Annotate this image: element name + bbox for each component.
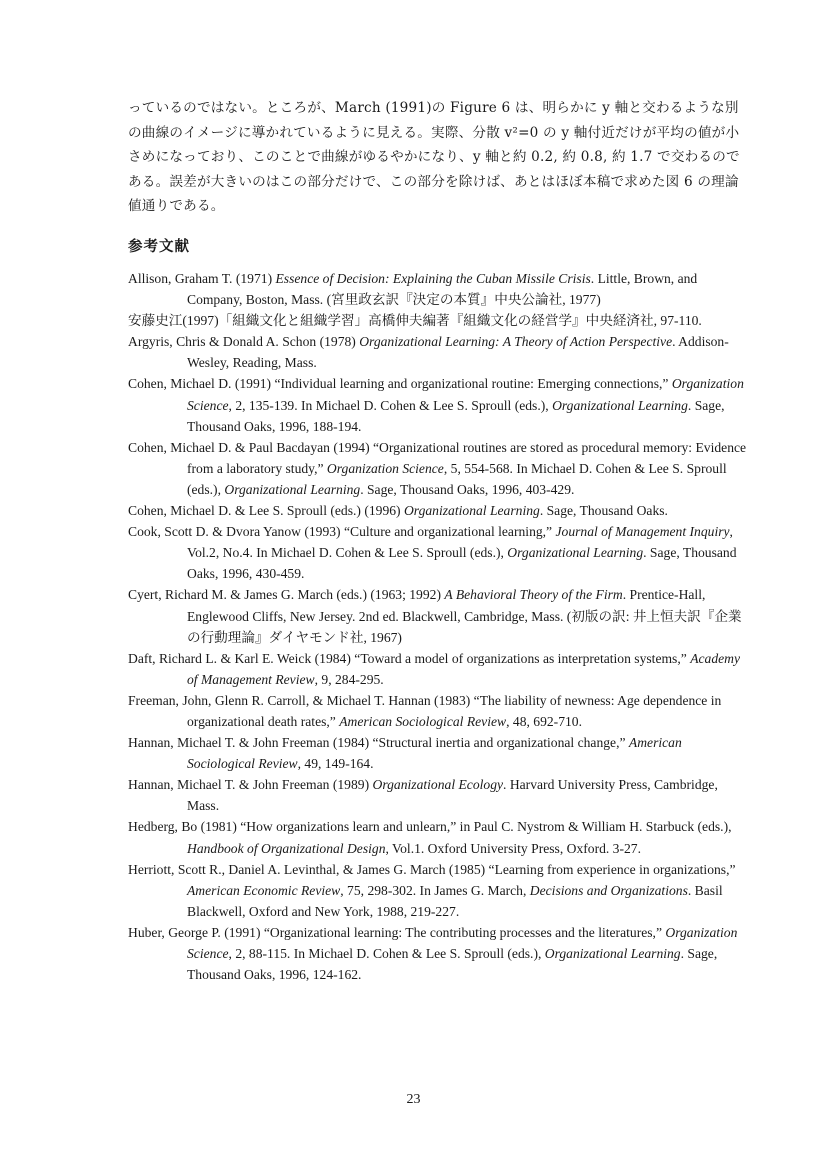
reference-item: Cohen, Michael D. & Lee S. Sproull (eds.) (1996) Organizational Learning. Sage, Thousand Oaks.: [128, 503, 668, 519]
reference-item: Hannan, Michael T. & John Freeman (1984) “Structural inertia and organizational change,” American Sociological Review, 49, 149-164.: [128, 735, 682, 772]
references-heading: 参考文献: [128, 239, 190, 255]
reference-item: 安藤史江(1997)「組織文化と組織学習」高橋伸夫編著『組織文化の経営学』中央経済社, 97-110.: [128, 313, 702, 329]
reference-item: Argyris, Chris & Donald A. Schon (1978) Organizational Learning: A Theory of Action Perspective. Addison-Wesley, Reading, Mass.: [128, 334, 729, 371]
reference-item: Cohen, Michael D. (1991) “Individual learning and organizational routine: Emerging connections,” Organization Science, 2, 135-139. In Michael D. Cohen & Lee S. Sproull (eds.), Organizational Learning. Sage, Thousand Oaks, 1996, 188-194.: [128, 376, 744, 434]
reference-item: Allison, Graham T. (1971) Essence of Decision: Explaining the Cuban Missile Crisis. Little, Brown, and Company, Boston, Mass. (宮里政玄訳『決定の本質』中央公論社, 1977): [128, 271, 698, 308]
reference-item: Cook, Scott D. & Dvora Yanow (1993) “Culture and organizational learning,” Journal of Management Inquiry, Vol.2, No.4. In Michael D. Cohen & Lee S. Sproull (eds.), Organizational Learning. Sage, Thousand Oaks, 1996, 430-459.: [128, 524, 737, 582]
intro-paragraph: [128, 96, 742, 219]
reference-item: Cohen, Michael D. & Paul Bacdayan (1994) “Organizational routines are stored as procedural memory: Evidence from a laboratory study,” Organization Science, 5, 554-568. In Michael D. Cohen & Lee S. Sproull (eds.), Organizational Learning. Sage, Thousand Oaks, 1996, 403-429.: [128, 439, 747, 497]
reference-item: Hannan, Michael T. & John Freeman (1989) Organizational Ecology. Harvard University Press, Cambridge, Mass.: [128, 777, 718, 814]
reference-item: Freeman, John, Glenn R. Carroll, & Michael T. Hannan (1983) “The liability of newness: Age dependence in organizational death rates,” American Sociological Review, 48, 692-710.: [128, 692, 722, 729]
page-number: 23: [406, 1092, 421, 1107]
intro-text: っているのではない。ところが、March (1991)の Figure 6 は、明らかに y 軸と交わるような別の曲線のイメージに導かれているように見える。実際、分散 v²=0 の y 軸付近だけが平均の値が小さめになっており、このことで曲線がゆるやかになり、y 軸と約 0.2, 約 0.8, 約 1.7 で交わるのである。誤差が大きいのはこの部分だけで、この部分を除けば、あとはほぼ本稿で求めた図 6 の理論値通りである。: [128, 100, 740, 215]
reference-list: [128, 268, 748, 985]
reference-item: Daft, Richard L. & Karl E. Weick (1984) “Toward a model of organizations as interpretation systems,” Academy of Management Review, 9, 284-295.: [128, 650, 741, 687]
reference-item: Cyert, Richard M. & James G. March (eds.) (1963; 1992) A Behavioral Theory of the Firm. Prentice-Hall, Englewood Cliffs, New Jersey. 2nd ed. Blackwell, Cambridge, Mass. (初版の訳: 井上恒夫訳『企業の行動理論』ダイヤモンド社, 1967): [128, 587, 742, 645]
reference-item: Hedberg, Bo (1981) “How organizations learn and unlearn,” in Paul C. Nystrom & William H. Starbuck (eds.), Handbook of Organizational Design, Vol.1. Oxford University Press, Oxford. 3-27.: [128, 819, 732, 856]
reference-item: Herriott, Scott R., Daniel A. Levinthal, & James G. March (1985) “Learning from experience in organizations,” American Economic Review, 75, 298-302. In James G. March, Decisions and Organizations. Basil Blackwell, Oxford and New York, 1988, 219-227.: [128, 861, 736, 919]
reference-item: Huber, George P. (1991) “Organizational learning: The contributing processes and the literatures,” Organization Science, 2, 88-115. In Michael D. Cohen & Lee S. Sproull (eds.), Organizational Learning. Sage, Thousand Oaks, 1996, 124-162.: [128, 924, 738, 983]
